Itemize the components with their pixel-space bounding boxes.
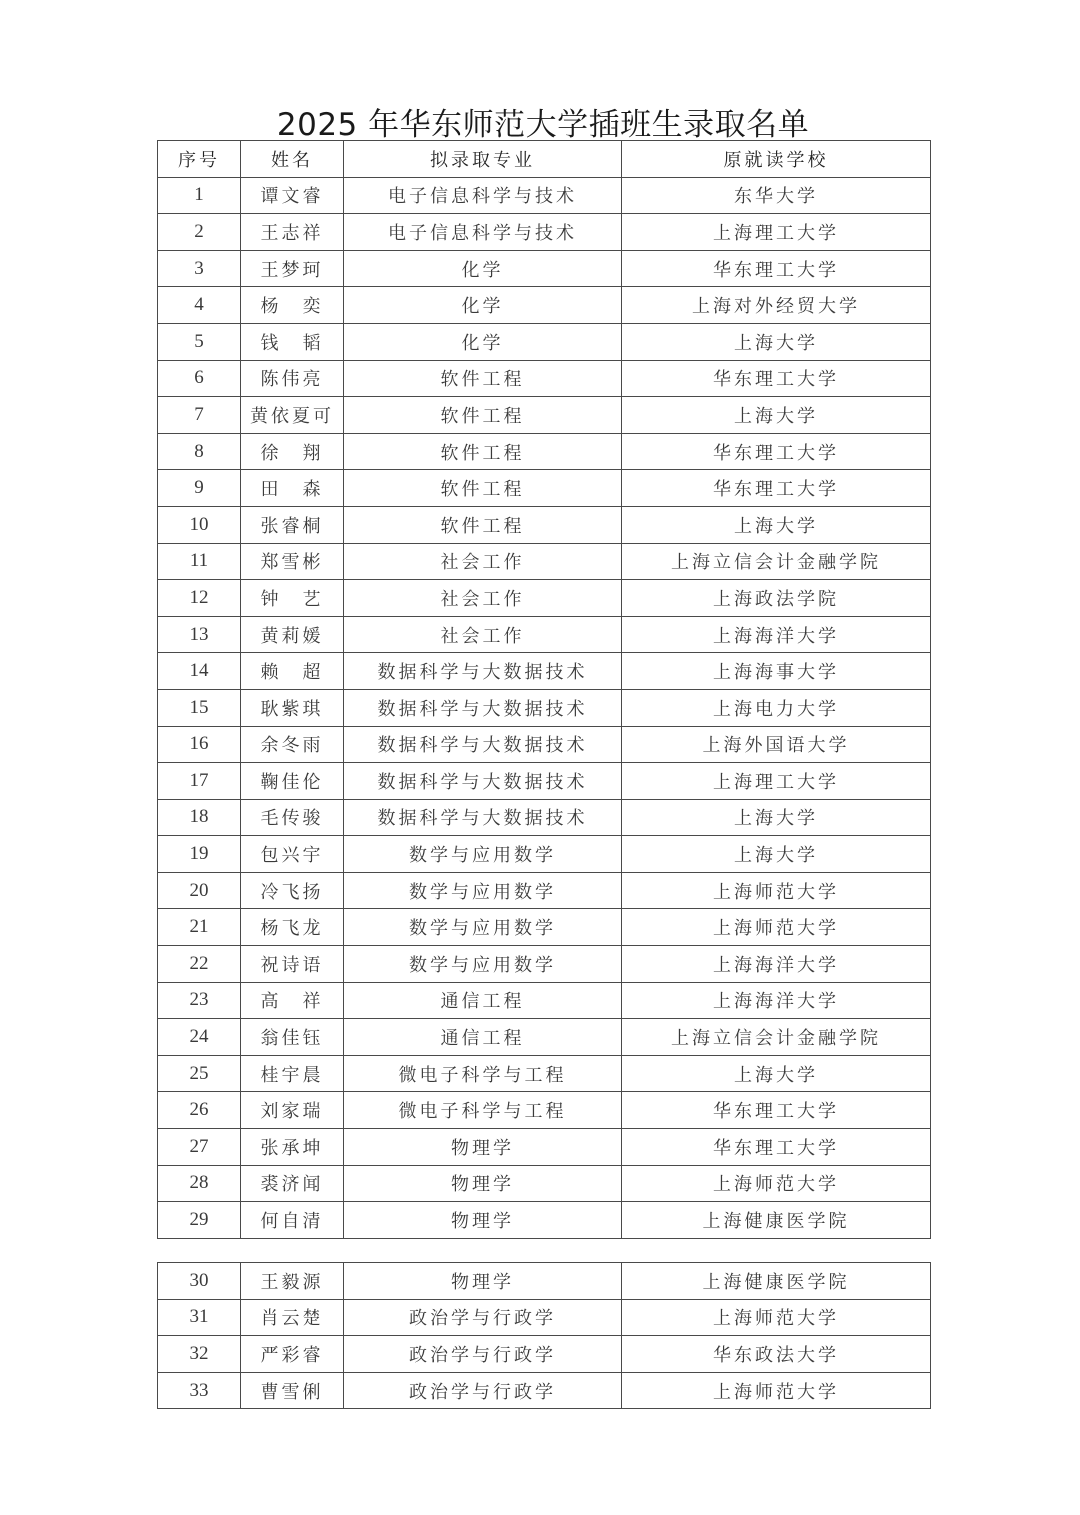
cell-major: 化学 <box>344 323 622 360</box>
cell-name: 余冬雨 <box>241 726 344 763</box>
cell-name: 郑雪彬 <box>241 543 344 580</box>
cell-school: 上海大学 <box>622 397 931 434</box>
cell-major: 社会工作 <box>344 616 622 653</box>
cell-index: 6 <box>158 360 241 397</box>
cell-index: 5 <box>158 323 241 360</box>
cell-school: 上海师范大学 <box>622 872 931 909</box>
table-row <box>158 214 931 251</box>
cell-major: 软件工程 <box>344 506 622 543</box>
page-title: 2025 年华东师范大学插班生录取名单 <box>276 107 810 143</box>
cell-school: 华东理工大学 <box>622 250 931 287</box>
cell-name: 何自清 <box>241 1202 344 1239</box>
cell-name: 曹雪俐 <box>241 1372 344 1409</box>
cell-school: 上海理工大学 <box>622 214 931 251</box>
cell-major: 政治学与行政学 <box>344 1372 622 1409</box>
cell-name: 杨 奕 <box>241 287 344 324</box>
cell-school: 上海立信会计金融学院 <box>622 1019 931 1056</box>
table-row <box>158 470 931 507</box>
cell-index: 30 <box>158 1263 241 1300</box>
cell-name: 肖云楚 <box>241 1299 344 1336</box>
cell-school: 上海理工大学 <box>622 763 931 800</box>
table-row <box>158 799 931 836</box>
table-row <box>158 946 931 983</box>
cell-index: 1 <box>158 177 241 214</box>
header-index: 序号 <box>158 141 241 178</box>
cell-major: 软件工程 <box>344 360 622 397</box>
cell-index: 24 <box>158 1019 241 1056</box>
cell-index: 8 <box>158 433 241 470</box>
cell-name: 赖 超 <box>241 653 344 690</box>
cell-school: 上海电力大学 <box>622 689 931 726</box>
table-row <box>158 1165 931 1202</box>
cell-name: 陈伟亮 <box>241 360 344 397</box>
table-row <box>158 397 931 434</box>
table-row <box>158 982 931 1019</box>
cell-major: 数学与应用数学 <box>344 909 622 946</box>
cell-school: 上海政法学院 <box>622 580 931 617</box>
cell-name: 严彩睿 <box>241 1336 344 1373</box>
cell-name: 高 祥 <box>241 982 344 1019</box>
cell-index: 15 <box>158 689 241 726</box>
cell-school: 上海大学 <box>622 323 931 360</box>
cell-school: 上海师范大学 <box>622 909 931 946</box>
cell-school: 上海大学 <box>622 799 931 836</box>
cell-school: 上海师范大学 <box>622 1299 931 1336</box>
cell-major: 数学与应用数学 <box>344 872 622 909</box>
table-row <box>158 763 931 800</box>
cell-name: 杨飞龙 <box>241 909 344 946</box>
cell-index: 17 <box>158 763 241 800</box>
cell-name: 祝诗语 <box>241 946 344 983</box>
table-row <box>158 1263 931 1300</box>
cell-major: 数学与应用数学 <box>344 946 622 983</box>
cell-major: 软件工程 <box>344 470 622 507</box>
table-row <box>158 1202 931 1239</box>
cell-school: 华东理工大学 <box>622 433 931 470</box>
table-row <box>158 360 931 397</box>
cell-major: 物理学 <box>344 1165 622 1202</box>
cell-index: 10 <box>158 506 241 543</box>
cell-school: 上海大学 <box>622 506 931 543</box>
cell-name: 刘家瑞 <box>241 1092 344 1129</box>
cell-major: 通信工程 <box>344 982 622 1019</box>
cell-school: 上海海洋大学 <box>622 616 931 653</box>
cell-major: 数据科学与大数据技术 <box>344 689 622 726</box>
table-row <box>158 689 931 726</box>
table-row <box>158 177 931 214</box>
table-row <box>158 1129 931 1166</box>
cell-name: 张承坤 <box>241 1129 344 1166</box>
cell-name: 谭文睿 <box>241 177 344 214</box>
cell-major: 数据科学与大数据技术 <box>344 799 622 836</box>
cell-major: 微电子科学与工程 <box>344 1055 622 1092</box>
cell-major: 软件工程 <box>344 433 622 470</box>
cell-index: 22 <box>158 946 241 983</box>
cell-name: 王志祥 <box>241 214 344 251</box>
cell-major: 化学 <box>344 287 622 324</box>
cell-school: 上海海洋大学 <box>622 982 931 1019</box>
cell-index: 33 <box>158 1372 241 1409</box>
cell-index: 14 <box>158 653 241 690</box>
cell-major: 数据科学与大数据技术 <box>344 726 622 763</box>
cell-name: 徐 翔 <box>241 433 344 470</box>
cell-school: 上海海洋大学 <box>622 946 931 983</box>
cell-index: 23 <box>158 982 241 1019</box>
table-row <box>158 726 931 763</box>
table-header-row <box>158 141 931 178</box>
cell-name: 钟 艺 <box>241 580 344 617</box>
cell-school: 华东理工大学 <box>622 1092 931 1129</box>
cell-school: 上海师范大学 <box>622 1165 931 1202</box>
cell-index: 28 <box>158 1165 241 1202</box>
cell-index: 13 <box>158 616 241 653</box>
header-name: 姓名 <box>241 141 344 178</box>
cell-index: 32 <box>158 1336 241 1373</box>
cell-index: 2 <box>158 214 241 251</box>
cell-school: 上海对外经贸大学 <box>622 287 931 324</box>
table-row <box>158 1019 931 1056</box>
cell-name: 包兴宇 <box>241 836 344 873</box>
cell-name: 桂宇晨 <box>241 1055 344 1092</box>
cell-index: 29 <box>158 1202 241 1239</box>
cell-major: 政治学与行政学 <box>344 1299 622 1336</box>
table-row <box>158 287 931 324</box>
cell-major: 通信工程 <box>344 1019 622 1056</box>
cell-index: 12 <box>158 580 241 617</box>
header-school: 原就读学校 <box>622 141 931 178</box>
table-row <box>158 250 931 287</box>
table-row <box>158 909 931 946</box>
table-row <box>158 1372 931 1409</box>
cell-school: 东华大学 <box>622 177 931 214</box>
cell-index: 21 <box>158 909 241 946</box>
table-row <box>158 1299 931 1336</box>
cell-school: 上海立信会计金融学院 <box>622 543 931 580</box>
cell-major: 电子信息科学与技术 <box>344 214 622 251</box>
cell-name: 钱 韬 <box>241 323 344 360</box>
cell-school: 上海健康医学院 <box>622 1263 931 1300</box>
cell-school: 上海外国语大学 <box>622 726 931 763</box>
cell-major: 微电子科学与工程 <box>344 1092 622 1129</box>
cell-school: 上海大学 <box>622 836 931 873</box>
cell-major: 物理学 <box>344 1263 622 1300</box>
cell-school: 华东理工大学 <box>622 360 931 397</box>
table-row <box>158 616 931 653</box>
cell-name: 裘济闻 <box>241 1165 344 1202</box>
cell-school: 华东理工大学 <box>622 470 931 507</box>
cell-major: 政治学与行政学 <box>344 1336 622 1373</box>
cell-major: 数据科学与大数据技术 <box>344 653 622 690</box>
table-row <box>158 872 931 909</box>
cell-name: 田 森 <box>241 470 344 507</box>
cell-major: 数学与应用数学 <box>344 836 622 873</box>
cell-index: 31 <box>158 1299 241 1336</box>
cell-major: 社会工作 <box>344 543 622 580</box>
cell-school: 上海大学 <box>622 1055 931 1092</box>
table-row <box>158 580 931 617</box>
cell-index: 9 <box>158 470 241 507</box>
cell-name: 黄依夏可 <box>241 397 344 434</box>
cell-name: 王梦珂 <box>241 250 344 287</box>
admission-table-part-2 <box>157 1262 931 1409</box>
cell-school: 上海健康医学院 <box>622 1202 931 1239</box>
cell-index: 20 <box>158 872 241 909</box>
cell-major: 物理学 <box>344 1129 622 1166</box>
cell-name: 冷飞扬 <box>241 872 344 909</box>
cell-name: 毛传骏 <box>241 799 344 836</box>
cell-major: 数据科学与大数据技术 <box>344 763 622 800</box>
cell-major: 软件工程 <box>344 397 622 434</box>
table-row <box>158 836 931 873</box>
cell-index: 18 <box>158 799 241 836</box>
cell-major: 化学 <box>344 250 622 287</box>
cell-index: 7 <box>158 397 241 434</box>
cell-name: 王毅源 <box>241 1263 344 1300</box>
table-row <box>158 1092 931 1129</box>
cell-index: 25 <box>158 1055 241 1092</box>
table-row <box>158 323 931 360</box>
cell-index: 4 <box>158 287 241 324</box>
cell-index: 3 <box>158 250 241 287</box>
cell-index: 16 <box>158 726 241 763</box>
table-row <box>158 1055 931 1092</box>
cell-index: 11 <box>158 543 241 580</box>
header-major: 拟录取专业 <box>344 141 622 178</box>
cell-name: 翁佳钰 <box>241 1019 344 1056</box>
table-row <box>158 543 931 580</box>
cell-index: 26 <box>158 1092 241 1129</box>
cell-school: 上海师范大学 <box>622 1372 931 1409</box>
cell-index: 19 <box>158 836 241 873</box>
table-row <box>158 1336 931 1373</box>
table-row <box>158 653 931 690</box>
cell-major: 物理学 <box>344 1202 622 1239</box>
cell-name: 鞠佳伦 <box>241 763 344 800</box>
cell-name: 张睿桐 <box>241 506 344 543</box>
cell-major: 社会工作 <box>344 580 622 617</box>
cell-school: 上海海事大学 <box>622 653 931 690</box>
cell-major: 电子信息科学与技术 <box>344 177 622 214</box>
cell-name: 黄莉媛 <box>241 616 344 653</box>
cell-school: 华东政法大学 <box>622 1336 931 1373</box>
cell-name: 耿紫琪 <box>241 689 344 726</box>
table-row <box>158 506 931 543</box>
table-row <box>158 433 931 470</box>
cell-school: 华东理工大学 <box>622 1129 931 1166</box>
admission-table-part-1 <box>157 140 931 1239</box>
cell-index: 27 <box>158 1129 241 1166</box>
